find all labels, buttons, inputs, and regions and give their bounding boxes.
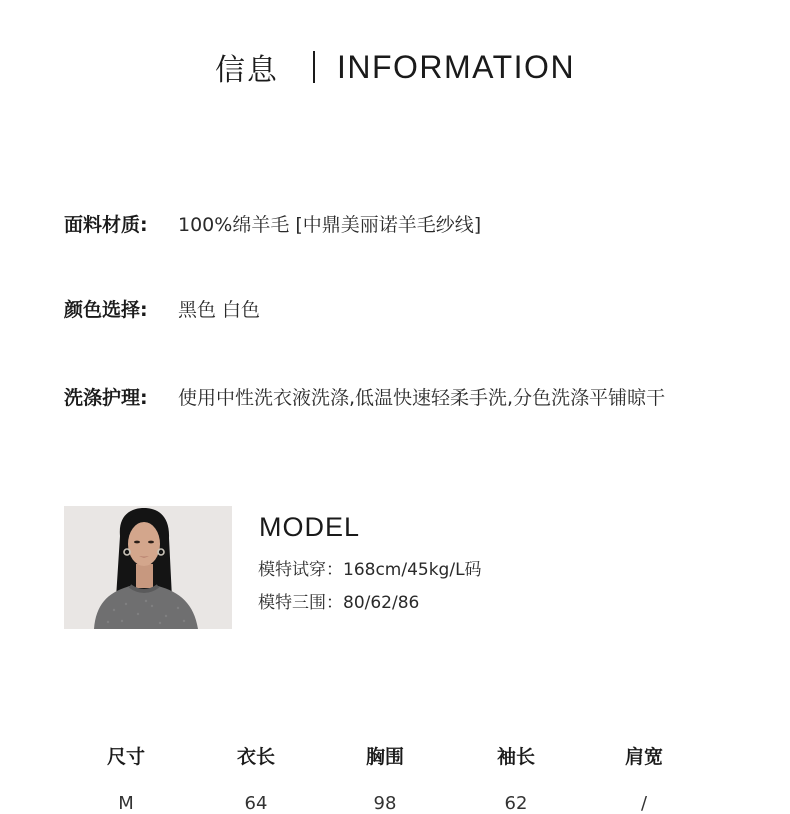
color-row bbox=[64, 295, 260, 322]
size-table-row bbox=[0, 793, 790, 814]
size-cell: M bbox=[118, 793, 134, 814]
size-table-header bbox=[0, 742, 790, 768]
header-title-cn: 信息 bbox=[214, 53, 279, 88]
size-col-size: 尺寸 bbox=[106, 746, 145, 768]
header-divider bbox=[313, 51, 315, 83]
model-fitting: 模特试穿：168cm/45kg/L码 bbox=[258, 560, 482, 580]
fabric-row bbox=[64, 210, 481, 237]
model-heading: MODEL bbox=[259, 512, 361, 542]
size-col-sleeve: 袖长 bbox=[496, 746, 535, 768]
fabric-value: 100%绵羊毛 [中鼎美丽诺羊毛纱线] bbox=[178, 214, 482, 236]
fabric-label: 面料材质: bbox=[64, 214, 148, 236]
care-row bbox=[64, 383, 665, 410]
size-cell: 98 bbox=[373, 793, 397, 814]
size-cell: 62 bbox=[504, 793, 528, 814]
header-title-en: INFORMATION bbox=[336, 48, 576, 85]
size-col-chest: 胸围 bbox=[365, 746, 404, 768]
color-value: 黑色 白色 bbox=[178, 299, 261, 321]
care-value: 使用中性洗衣液洗涤,低温快速轻柔手洗,分色洗涤平铺晾干 bbox=[178, 387, 666, 409]
section-header bbox=[0, 44, 790, 90]
size-cell: / bbox=[640, 793, 648, 814]
model-portrait-illustration bbox=[64, 506, 232, 629]
size-cell: 64 bbox=[244, 793, 268, 814]
size-col-shoulder: 肩宽 bbox=[624, 746, 663, 768]
size-col-length: 衣长 bbox=[236, 746, 275, 768]
care-label: 洗涤护理: bbox=[64, 387, 148, 409]
model-photo bbox=[64, 506, 232, 629]
color-label: 颜色选择: bbox=[64, 299, 148, 321]
model-measurements: 模特三围：80/62/86 bbox=[258, 593, 420, 613]
